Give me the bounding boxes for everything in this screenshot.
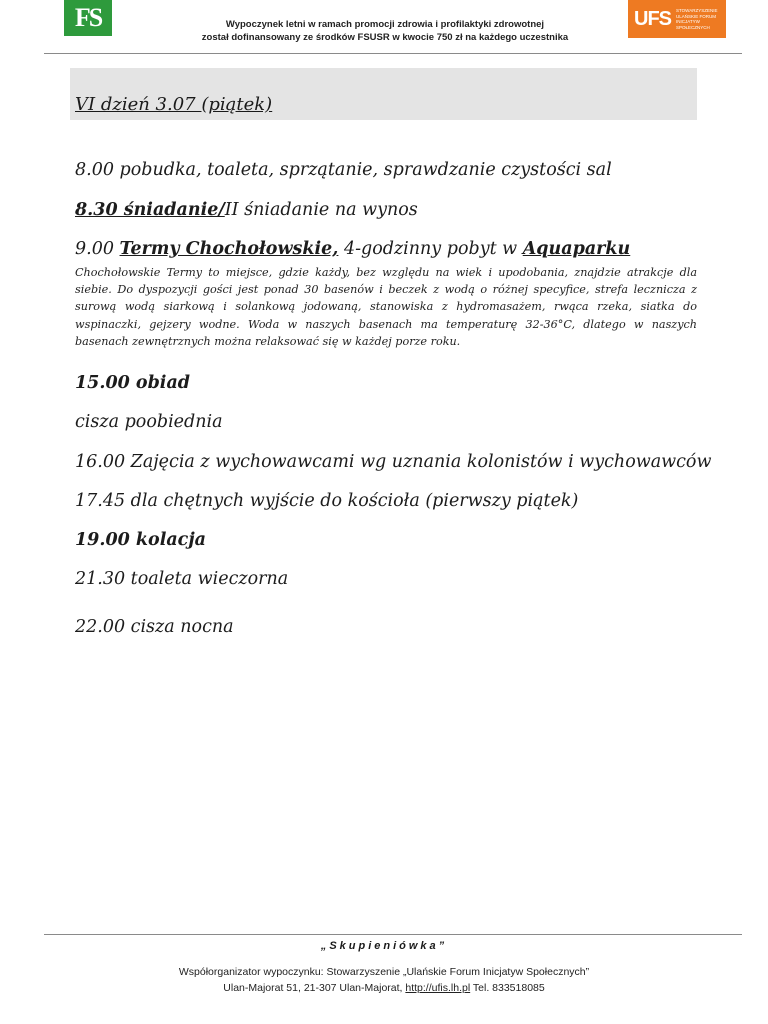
funding-notice <box>150 18 620 44</box>
ufs-logo-mark: UFS <box>634 7 671 30</box>
breakfast-rest: II śniadanie na wynos <box>224 200 418 220</box>
funding-notice-line2: został dofinansowany ze środków FSUSR w kwocie 750 zł na każdego uczestnika <box>201 32 569 43</box>
schedule-item-rest: cisza poobiednia <box>75 412 223 432</box>
day-title: VI dzień 3.07 (piątek) <box>75 94 273 115</box>
schedule-item-lunch: 15.00 obiad <box>75 373 191 393</box>
baths-description: Chochołowskie Termy to miejsce, gdzie każdy, bez względu na wiek i upodobania, znajdzie atrakcje dla siebie. Do dyspozycji gości jest ponad 30 basenów i beczek z wodą o różnej specyfice, strefa lecznicza z surową wodą siarkową i solankową jodowaną, stanowiska z hydromasażem, rwąca rzeka, siatka do wspinaczki, gejzery wodne. Woda w naszych basenach ma temperaturę 32-36°C, dlatego w naszych basenach zewnętrznych można relaksować się w każdej porze roku. <box>75 266 697 348</box>
footer-address <box>0 982 768 994</box>
schedule-item-thermal-baths <box>75 239 630 259</box>
schedule-item-dinner: 19.00 kolacja <box>75 530 207 550</box>
ufs-logo <box>628 0 726 38</box>
baths-time: 9.00 <box>75 239 120 259</box>
footer-divider <box>44 934 742 935</box>
footer-phone: Tel. 833518085 <box>470 982 545 994</box>
schedule-item-breakfast <box>75 200 418 220</box>
footer-organizer: Współorganizator wypoczynku: Stowarzyszenie „Ulańskie Forum Inicjatyw Społecznych” <box>178 966 590 978</box>
breakfast-bold: 8.30 śniadanie/ <box>75 200 225 220</box>
fs-logo: FS <box>64 0 112 36</box>
baths-place: Termy Chochołowskie, <box>119 239 339 259</box>
baths-mid: 4-godzinny pobyt w <box>338 239 523 259</box>
funding-notice-line1: Wypoczynek letni w ramach promocji zdrowia i profilaktyki zdrowotnej <box>225 19 545 30</box>
footer-website-link[interactable]: http://ufis.lh.pl <box>405 982 471 994</box>
page-header <box>0 0 768 56</box>
schedule-item-wakeup: 8.00 pobudka, toaleta, sprzątanie, sprawdzanie czystości sal <box>75 160 612 180</box>
header-divider <box>44 53 742 54</box>
footer-address-text: Ulan-Majorat 51, 21-307 Ulan-Majorat, <box>223 982 406 994</box>
schedule-item-evening-toilet: 21.30 toaleta wieczorna <box>75 569 289 589</box>
footer-venue-name: „Skupieniówka” <box>320 940 448 952</box>
schedule-item-night-silence: 22.00 cisza nocna <box>75 617 234 637</box>
schedule-item-activities: 16.00 Zajęcia z wychowawcami wg uznania kolonistów i wychowawców <box>75 452 712 472</box>
schedule-item-church: 17.45 dla chętnych wyjście do kościoła (pierwszy piątek) <box>75 491 579 511</box>
ufs-logo-subtitle: STOWARZYSZENIE ULAŃSKIE FORUM INICJATYW SPOŁECZNYCH <box>676 8 718 30</box>
baths-aquapark: Aquaparku <box>522 239 631 259</box>
